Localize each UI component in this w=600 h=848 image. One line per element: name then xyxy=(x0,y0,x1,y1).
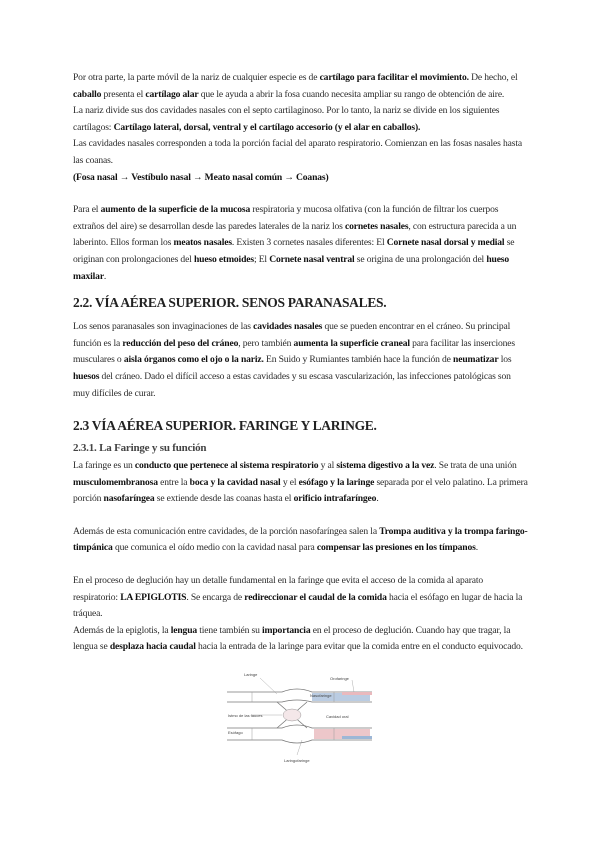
leader-1 xyxy=(260,678,277,694)
paragraph-trompa-auditiva: Además de esta comunicación entre cavidades, de la porción nasofaríngea salen la Trompa auditiva y la trompa faringo-timpánica que comunica el oído medio con la cavidad nasal para compensar las presiones en los tímpanos. xyxy=(73,525,528,554)
paragraph-cavidades-nasales: Las cavidades nasales corresponden a toda la porción facial del aparato respiratorio. Comienzan en las fosas nasales hasta las coanas. xyxy=(73,138,522,166)
pharynx-center xyxy=(283,709,301,721)
paragraph-faringe: La faringe es un conducto que pertenece al sistema respiratorio y al sistema digestivo a la vez. Se trata de una unión musculomembranosa entre la boca y la cavidad nasal y el esófago y la laringe separada por el velo palatino. La primera porción nasofaríngea se extiende desde las coanas hasta el orificio intrafaríngeo. xyxy=(73,460,528,505)
paragraph-lengua: Además de la epiglotis, la lengua tiene también su importancia en el proceso de deglución. Cuando hay que tragar, la lengua se desplaza hacia caudal hacia la entrada de la laringe para evitar que la comida entre en el conducto equivocado. xyxy=(73,624,523,653)
subsection-heading-faringe: 2.3.1. La Faringe y su función xyxy=(73,442,207,455)
lower-tube-top xyxy=(227,725,372,728)
section-heading-senos: 2.2. VÍA AÉREA SUPERIOR. SENOS PARANASALES. xyxy=(73,295,387,311)
label-laringofaringe: Laringofaringe xyxy=(284,758,310,763)
document-page xyxy=(73,70,529,656)
pharynx-diagram-svg xyxy=(222,670,378,766)
label-cavidad-oral: Cavidad oral xyxy=(326,714,349,719)
paragraph-nariz-movil: Por otra parte, la parte móvil de la nariz de cualquier especie es de cartílago para facilitar el movimiento. De hecho, el caballo presenta el cartílago alar que le ayuda a abrir la fosa cuando necesita ampliar su rango de obtención de aire. xyxy=(73,72,518,100)
paragraph-recorrido-aire: (Fosa nasal → Vestíbulo nasal → Meato nasal común → Coanas) xyxy=(73,171,329,183)
label-nasofaringe: Nasofaringe xyxy=(310,693,332,698)
section-heading-faringe-laringe: 2.3 VÍA AÉREA SUPERIOR. FARINGE Y LARINGE. xyxy=(73,418,377,434)
leader-4 xyxy=(297,740,302,755)
label-esofago: Esófago xyxy=(228,730,243,735)
upper-tube-pink xyxy=(342,692,372,695)
paragraph-senos-paranasales: Los senos paranasales son invaginaciones de las cavidades nasales que se pueden encontrar en el cráneo. Su principal función es la reducción del peso del cráneo, pero también aumenta la superficie craneal para facilitar las inserciones musculares o aisla órganos como el ojo o la nariz. En Suido y Rumiantes también hace la función de neumatizar los huesos del cráneo. Dado el difícil acceso a estas cavidades y su escasa vascularización, las infecciones patológicas son muy difíciles de curar. xyxy=(73,321,515,399)
label-laringe: Laringe xyxy=(244,672,258,677)
label-istmo: Istmo de las fauces xyxy=(228,713,263,718)
paragraph-epiglotis: En el proceso de deglución hay un detalle fundamental en la faringe que evita el acceso de la comida al aparato respiratorio: LA EPIGLOTIS. Se encarga de redireccionar el caudal de la comida hacia el esófago en lugar de hacia la tráquea. xyxy=(73,575,523,620)
paragraph-cornetes: Para el aumento de la superficie de la mucosa respiratoria y mucosa olfativa (con la función de filtrar los cuerpos extraños del aire) se desarrollan desde las paredes laterales de la nariz los cornetes nasales, con estructura parecida a un laberinto. Ellos forman los meatos nasales. Existen 3 cornetes nasales diferentes: El Cornete nasal dorsal y medial se originan con prolongaciones del hueso etmoides; El Cornete nasal ventral se origina de una prolongación del hueso maxilar. xyxy=(73,204,517,282)
leader-2 xyxy=(352,680,354,692)
label-orofaringe: Orofaringe xyxy=(330,676,349,681)
lower-tube-bottom xyxy=(227,740,372,743)
lower-tube-blue xyxy=(342,736,372,739)
pharynx-diagram xyxy=(222,670,378,766)
paragraph-cartilagos: La nariz divide sus dos cavidades nasales con el septo cartilaginoso. Por lo tanto, la nariz se divide en los siguientes cartílagos: Cartílago lateral, dorsal, ventral y el cartílago accesorio (y el alar en caballos). xyxy=(73,105,500,133)
upper-tube-top xyxy=(227,689,372,692)
